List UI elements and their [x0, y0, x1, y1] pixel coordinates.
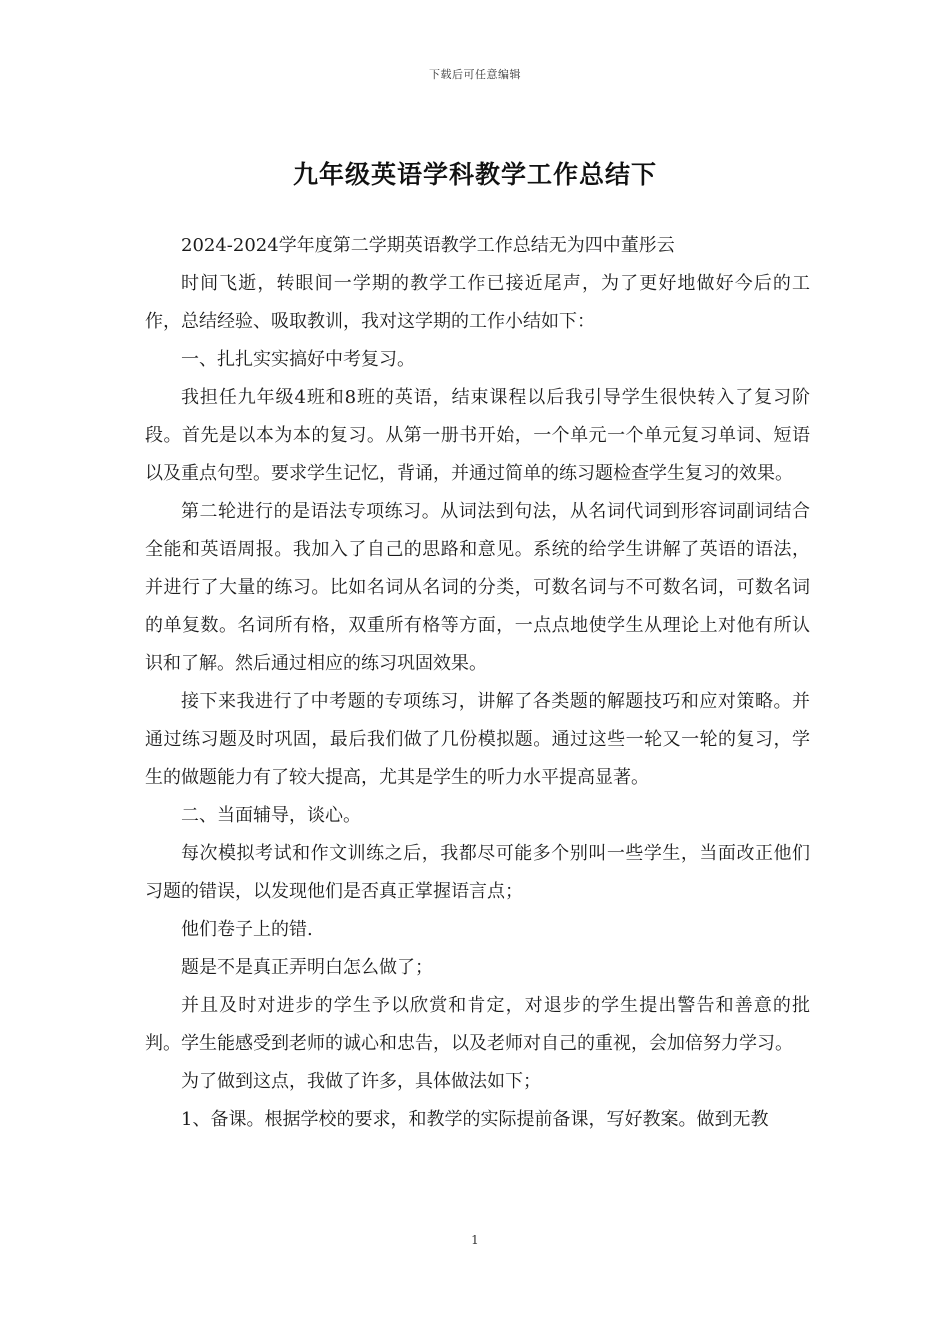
paragraph: 第二轮进行的是语法专项练习。从词法到句法，从名词代词到形容词副词结合全能和英语周报。我加入了自己的思路和意见。系统的给学生讲解了英语的语法，并进行了大量的练习。比如名词从名词的分类，可数名词与不可数名词，可数名词的单复数。名词所有格，双重所有格等方面，一点点地使学生从理论上对他有所认识和了解。然后通过相应的练习巩固效果。 [145, 501, 810, 674]
section-heading: 二、当面辅导，谈心。 [181, 805, 361, 826]
document-body [145, 227, 810, 1139]
page-number: 1 [471, 1233, 479, 1247]
paragraph: 1、备课。根据学校的要求，和教学的实际提前备课，写好教案。做到无教 [181, 1109, 769, 1130]
paragraph: 为了做到这点，我做了许多，具体做法如下； [181, 1071, 541, 1092]
paragraph: 接下来我进行了中考题的专项练习，讲解了各类题的解题技巧和应对策略。并通过练习题及时巩固，最后我们做了几份模拟题。通过这些一轮又一轮的复习，学生的做题能力有了较大提高，尤其是学生的听力水平提高显著。 [145, 691, 810, 788]
paragraph: 我担任九年级4班和8班的英语，结束课程以后我引导学生很快转入了复习阶段。首先是以本为本的复习。从第一册书开始，一个单元一个单元复习单词、短语以及重点句型。要求学生记忆，背诵，并通过简单的练习题检查学生复习的效果。 [145, 387, 810, 484]
paragraph: 并且及时对进步的学生予以欣赏和肯定，对退步的学生提出警告和善意的批判。学生能感受到老师的诚心和忠告，以及老师对自己的重视，会加倍努力学习。 [145, 995, 810, 1054]
document-title: 九年级英语学科教学工作总结下 [292, 160, 657, 189]
header-note: 下载后可任意编辑 [429, 68, 521, 81]
paragraph: 时间飞逝，转眼间一学期的教学工作已接近尾声，为了更好地做好今后的工作，总结经验、吸取教训，我对这学期的工作小结如下： [145, 273, 810, 332]
paragraph: 每次模拟考试和作文训练之后，我都尽可能多个别叫一些学生，当面改正他们习题的错误，以发现他们是否真正掌握语言点； [145, 843, 810, 902]
paragraph: 他们卷子上的错. [181, 919, 313, 940]
section-heading: 一、扎扎实实搞好中考复习。 [181, 349, 415, 370]
paragraph: 题是不是真正弄明白怎么做了； [181, 957, 433, 978]
paragraph-subtitle-line: 2024-2024学年度第二学期英语教学工作总结无为四中董彤云 [181, 235, 675, 256]
